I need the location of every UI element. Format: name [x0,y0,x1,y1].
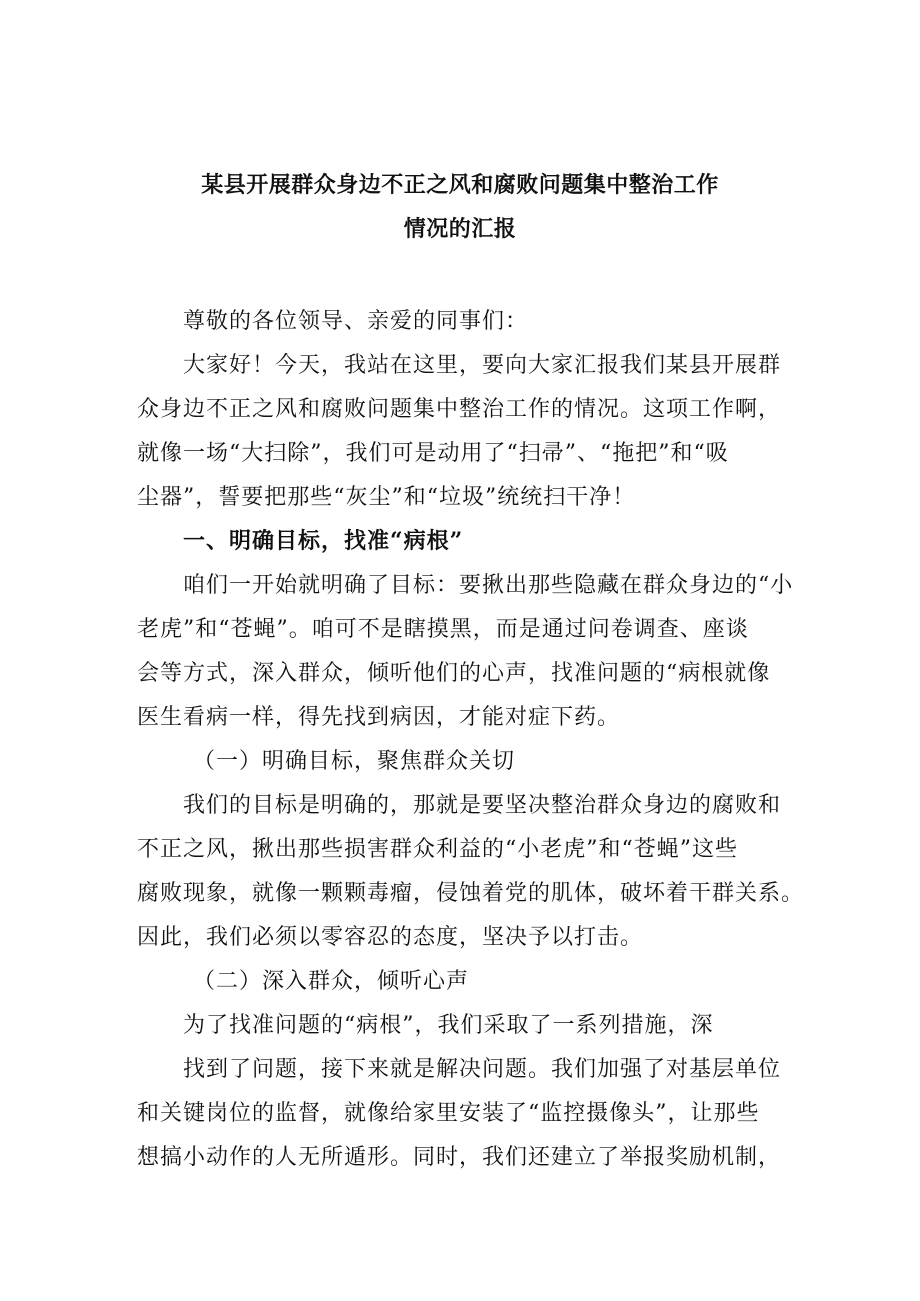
paragraph-line: 因此，我们必须以零容忍的态度，坚决予以打击。 [137,925,644,950]
paragraph-line: 会等方式，深入群众，倾听他们的心声，找准问题的“病根就像 [137,661,771,686]
paragraph-line: 医生看病一样，得先找到病因，才能对症下药。 [137,705,621,730]
paragraph-line: 找到了问题，接下来就是解决问题。我们加强了对基层单位 [183,1057,782,1082]
document-title-line-2: 情况的汇报 [403,216,517,242]
paragraph-line: 腐败现象，就像一颗颗毒瘤，侵蚀着党的肌体，破坏着干群关系。 [137,881,805,906]
paragraph-line: 老虎”和“苍蝇”。咱可不是瞎摸黑，而是通过问卷调查、座谈 [137,617,749,642]
salutation: 尊敬的各位领导、亲爱的同事们： [183,309,529,334]
paragraph-line: 尘器”，誓要把那些“灰尘”和“垃圾”统统扫干净！ [137,485,636,510]
paragraph-line: 众身边不正之风和腐败问题集中整治工作的情况。这项工作啊， [137,397,782,422]
paragraph-line: 想搞小动作的人无所遁形。同时，我们还建立了举报奖励机制， [137,1145,782,1170]
paragraph-line: 咱们一开始就明确了目标：要揪出那些隐藏在群众身边的“小 [183,573,794,598]
section-heading-1: 一、明确目标，找准“病根” [183,528,464,554]
subsection-heading-2: （二）深入群众，倾听心声 [193,969,470,994]
paragraph-line: 就像一场“大扫除”，我们可是动用了“扫帚”、“拖把”和“吸 [137,441,729,466]
document-title-line-1: 某县开展群众身边不正之风和腐败问题集中整治工作 [201,172,719,198]
paragraph-line: 为了找准问题的“病根”，我们采取了一系列措施，深 [183,1013,714,1038]
paragraph-line: 不正之风，揪出那些损害群众利益的“小老虎”和“苍蝇”这些 [137,837,738,862]
paragraph-line: 和关键岗位的监督，就像给家里安装了“监控摄像头”，让那些 [137,1101,760,1126]
subsection-heading-1: （一）明确目标，聚焦群众关切 [193,749,516,774]
paragraph-line: 大家好！今天，我站在这里，要向大家汇报我们某县开展群 [183,353,782,378]
paragraph-line: 我们的目标是明确的，那就是要坚决整治群众身边的腐败和 [183,793,782,818]
